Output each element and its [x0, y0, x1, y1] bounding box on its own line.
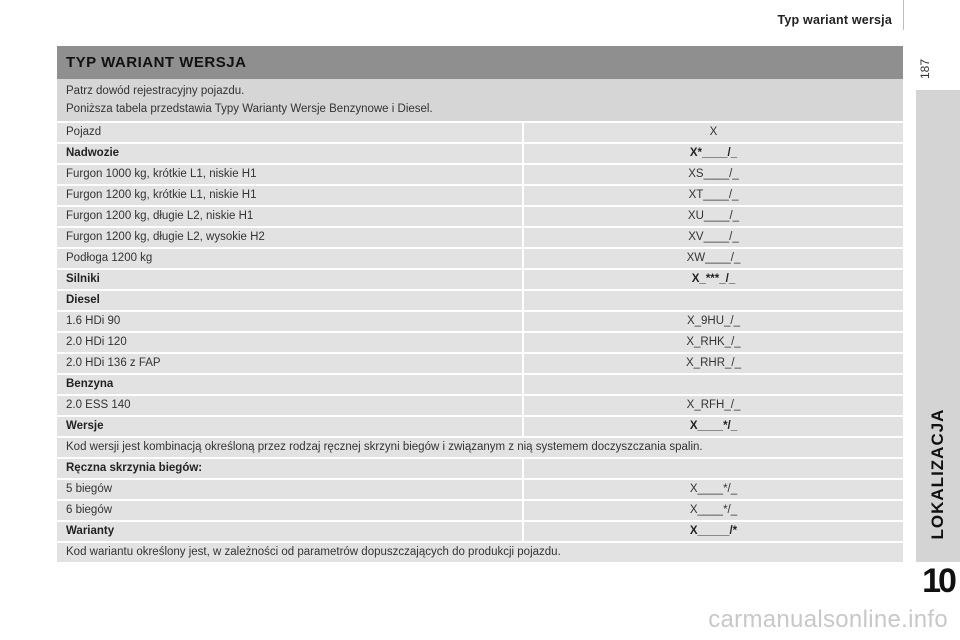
table-row — [57, 228, 903, 247]
table-row — [57, 522, 903, 541]
table-row — [57, 186, 903, 205]
table-row — [57, 543, 903, 562]
watermark: carmanualsonline.info — [708, 606, 948, 633]
row-code: XW____/_ — [524, 249, 903, 268]
table-row — [57, 249, 903, 268]
row-label: 2.0 HDi 136 z FAP — [57, 354, 522, 373]
row-label: Podłoga 1200 kg — [57, 249, 522, 268]
table-row — [57, 375, 903, 394]
row-code: X_***_/_ — [524, 270, 903, 289]
row-code: X_9HU_/_ — [524, 312, 903, 331]
section-header — [57, 46, 903, 79]
intro-line: Poniższa tabela przedstawia Typy Warianty Wersje Benzynowe i Diesel. — [66, 103, 433, 115]
row-label: Kod wariantu określony jest, w zależności od parametrów dopuszczających do produkcji pojazdu. — [57, 543, 903, 562]
row-code: X*____/_ — [524, 144, 903, 163]
running-header: Typ wariant wersja — [777, 13, 892, 27]
row-label: Benzyna — [57, 375, 522, 394]
row-label: Nadwozie — [57, 144, 522, 163]
row-code: X____*/_ — [524, 480, 903, 499]
row-label: 6 biegów — [57, 501, 522, 520]
table-row — [57, 165, 903, 184]
row-code: X_RHK_/_ — [524, 333, 903, 352]
row-code: XS____/_ — [524, 165, 903, 184]
table-row — [57, 501, 903, 520]
row-label: Kod wersji jest kombinacją określoną przez rodzaj ręcznej skrzyni biegów i związanym z nią systemem doczyszczania spalin. — [57, 438, 903, 457]
row-code — [524, 375, 903, 394]
table-row — [57, 438, 903, 457]
row-label: 1.6 HDi 90 — [57, 312, 522, 331]
row-code — [524, 291, 903, 310]
row-label: Pojazd — [57, 123, 522, 142]
intro-block — [57, 79, 903, 121]
row-label: Warianty — [57, 522, 522, 541]
row-code: XV____/_ — [524, 228, 903, 247]
table-row — [57, 459, 903, 478]
row-label: Wersje — [57, 417, 522, 436]
header-divider — [903, 0, 904, 30]
type-variant-table — [57, 123, 903, 564]
table-row — [57, 396, 903, 415]
row-code: X — [524, 123, 903, 142]
table-row — [57, 123, 903, 142]
row-label: 2.0 HDi 120 — [57, 333, 522, 352]
row-code: X_RHR_/_ — [524, 354, 903, 373]
table-row — [57, 417, 903, 436]
chapter-tab-label: LOKALIZACJA — [928, 408, 947, 540]
table-row — [57, 207, 903, 226]
intro-line: Patrz dowód rejestracyjny pojazdu. — [66, 85, 245, 97]
chapter-number: 10 — [922, 562, 954, 600]
row-label: Furgon 1000 kg, krótkie L1, niskie H1 — [57, 165, 522, 184]
row-label: Furgon 1200 kg, długie L2, niskie H1 — [57, 207, 522, 226]
row-label: Furgon 1200 kg, krótkie L1, niskie H1 — [57, 186, 522, 205]
row-label: Silniki — [57, 270, 522, 289]
row-label: 2.0 ESS 140 — [57, 396, 522, 415]
row-label: Furgon 1200 kg, długie L2, wysokie H2 — [57, 228, 522, 247]
row-code: XT____/_ — [524, 186, 903, 205]
row-code: X____*/_ — [524, 417, 903, 436]
row-code: X____*/_ — [524, 501, 903, 520]
row-label: Diesel — [57, 291, 522, 310]
table-row — [57, 312, 903, 331]
row-code: XU____/_ — [524, 207, 903, 226]
table-row — [57, 333, 903, 352]
row-code: X_____/* — [524, 522, 903, 541]
table-row — [57, 270, 903, 289]
table-row — [57, 480, 903, 499]
row-label: Ręczna skrzynia biegów: — [57, 459, 522, 478]
page-number: 187 — [918, 58, 932, 79]
table-row — [57, 354, 903, 373]
row-code — [524, 459, 903, 478]
section-title: TYP WARIANT WERSJA — [66, 54, 247, 71]
row-code: X_RFH_/_ — [524, 396, 903, 415]
table-row — [57, 144, 903, 163]
table-row — [57, 291, 903, 310]
row-label: 5 biegów — [57, 480, 522, 499]
